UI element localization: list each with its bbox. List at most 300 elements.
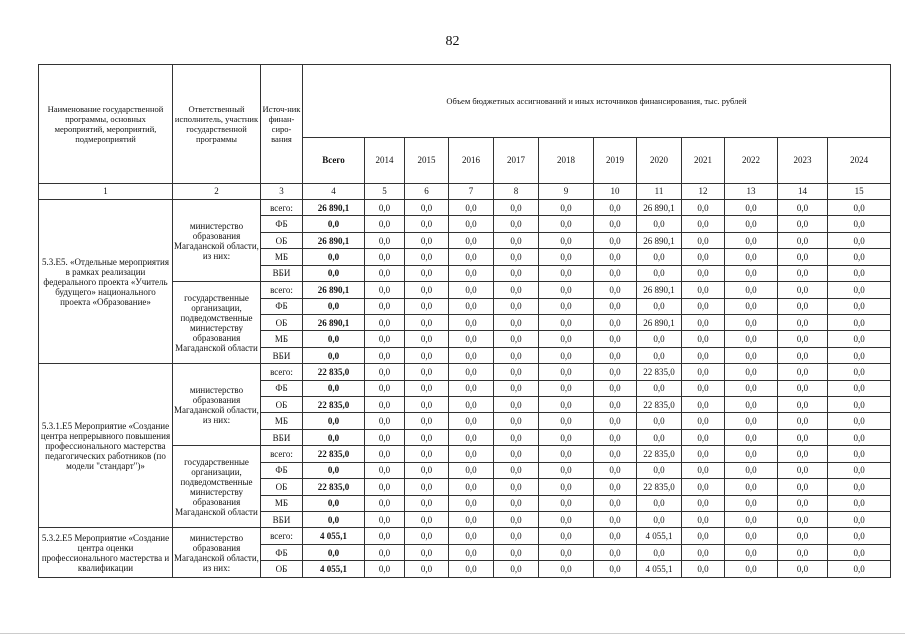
year-value-cell: 0,0 (365, 265, 405, 281)
total-cell: 0,0 (303, 544, 365, 560)
year-value-cell: 0,0 (725, 347, 778, 363)
header-executor: Ответственный исполнитель, участник государственной программы (173, 65, 261, 184)
source-cell: ОБ (261, 479, 303, 495)
year-value-cell: 0,0 (682, 216, 725, 232)
year-value-cell: 0,0 (405, 298, 449, 314)
year-value-cell: 0,0 (594, 331, 637, 347)
source-cell: ОБ (261, 232, 303, 248)
year-value-cell: 0,0 (449, 380, 494, 396)
header-source: Источ-ник финан-сиро-вания (261, 65, 303, 184)
year-value-cell: 0,0 (365, 462, 405, 478)
year-value-cell: 0,0 (449, 216, 494, 232)
total-cell: 0,0 (303, 298, 365, 314)
year-value-cell: 0,0 (682, 528, 725, 544)
year-value-cell: 0,0 (725, 479, 778, 495)
year-value-cell: 0,0 (494, 232, 539, 248)
page-edge-line (0, 633, 905, 634)
year-value-cell: 0,0 (725, 512, 778, 528)
year-value-cell: 0,0 (365, 512, 405, 528)
column-index: 10 (594, 183, 637, 199)
year-value-cell: 0,0 (594, 413, 637, 429)
year-value-cell: 0,0 (365, 249, 405, 265)
header-year: 2018 (539, 138, 594, 184)
column-index: 13 (725, 183, 778, 199)
year-value-cell: 0,0 (828, 413, 891, 429)
year-value-cell: 0,0 (778, 314, 828, 330)
year-value-cell: 0,0 (539, 364, 594, 380)
year-value-cell: 0,0 (682, 512, 725, 528)
year-value-cell: 0,0 (778, 446, 828, 462)
year-value-cell: 0,0 (539, 347, 594, 363)
header-year: 2024 (828, 138, 891, 184)
year-value-cell: 0,0 (725, 364, 778, 380)
year-value-cell: 0,0 (637, 380, 682, 396)
year-value-cell: 0,0 (494, 331, 539, 347)
year-value-cell: 0,0 (539, 462, 594, 478)
year-value-cell: 0,0 (365, 429, 405, 445)
year-value-cell: 0,0 (494, 544, 539, 560)
year-value-cell: 0,0 (828, 544, 891, 560)
table-row (39, 200, 891, 216)
page-number: 82 (445, 34, 460, 49)
year-value-cell: 0,0 (594, 364, 637, 380)
year-value-cell: 0,0 (494, 364, 539, 380)
year-value-cell: 0,0 (828, 249, 891, 265)
year-value-cell: 0,0 (365, 364, 405, 380)
year-value-cell: 0,0 (637, 265, 682, 281)
total-cell: 0,0 (303, 347, 365, 363)
year-value-cell: 0,0 (449, 544, 494, 560)
year-value-cell: 0,0 (449, 479, 494, 495)
year-value-cell: 0,0 (778, 561, 828, 578)
year-value-cell: 0,0 (725, 413, 778, 429)
year-value-cell: 26 890,1 (637, 200, 682, 216)
year-value-cell: 0,0 (637, 429, 682, 445)
year-value-cell: 0,0 (828, 216, 891, 232)
year-value-cell: 22 835,0 (637, 364, 682, 380)
year-value-cell: 0,0 (494, 462, 539, 478)
year-value-cell: 0,0 (637, 298, 682, 314)
year-value-cell: 26 890,1 (637, 314, 682, 330)
total-cell: 0,0 (303, 331, 365, 347)
column-index: 15 (828, 183, 891, 199)
year-value-cell: 22 835,0 (637, 479, 682, 495)
year-value-cell: 0,0 (828, 512, 891, 528)
year-value-cell: 0,0 (449, 249, 494, 265)
year-value-cell: 0,0 (594, 429, 637, 445)
year-value-cell: 0,0 (778, 265, 828, 281)
source-cell: ВБИ (261, 347, 303, 363)
year-value-cell: 0,0 (365, 446, 405, 462)
executor-name: министерство образования Магаданской области, из них: (173, 200, 261, 282)
total-cell: 26 890,1 (303, 282, 365, 298)
source-cell: всего: (261, 528, 303, 544)
header-year: 2019 (594, 138, 637, 184)
total-cell: 0,0 (303, 429, 365, 445)
year-value-cell: 0,0 (494, 249, 539, 265)
year-value-cell: 0,0 (405, 282, 449, 298)
year-value-cell: 26 890,1 (637, 282, 682, 298)
year-value-cell: 0,0 (637, 544, 682, 560)
year-value-cell: 0,0 (778, 331, 828, 347)
year-value-cell: 0,0 (594, 216, 637, 232)
executor-name: государственные организации, подведомственные министерству образования Магаданской области (173, 446, 261, 528)
year-value-cell: 0,0 (725, 397, 778, 413)
year-value-cell: 0,0 (682, 347, 725, 363)
year-value-cell: 0,0 (637, 216, 682, 232)
year-value-cell: 0,0 (594, 446, 637, 462)
year-value-cell: 0,0 (594, 495, 637, 511)
source-cell: всего: (261, 282, 303, 298)
source-cell: ФБ (261, 462, 303, 478)
header-year: 2014 (365, 138, 405, 184)
year-value-cell: 0,0 (539, 232, 594, 248)
year-value-cell: 0,0 (365, 347, 405, 363)
year-value-cell: 0,0 (449, 446, 494, 462)
year-value-cell: 0,0 (449, 200, 494, 216)
year-value-cell: 0,0 (594, 200, 637, 216)
year-value-cell: 0,0 (539, 544, 594, 560)
year-value-cell: 0,0 (405, 216, 449, 232)
year-value-cell: 0,0 (778, 298, 828, 314)
year-value-cell: 0,0 (725, 380, 778, 396)
year-value-cell: 0,0 (449, 282, 494, 298)
column-index: 9 (539, 183, 594, 199)
year-value-cell: 22 835,0 (637, 397, 682, 413)
total-cell: 0,0 (303, 265, 365, 281)
year-value-cell: 0,0 (365, 216, 405, 232)
year-value-cell: 0,0 (539, 282, 594, 298)
year-value-cell: 0,0 (405, 446, 449, 462)
total-cell: 0,0 (303, 512, 365, 528)
column-index: 4 (303, 183, 365, 199)
year-value-cell: 0,0 (828, 479, 891, 495)
year-value-cell: 0,0 (494, 561, 539, 578)
year-value-cell: 0,0 (778, 364, 828, 380)
year-value-cell: 0,0 (405, 200, 449, 216)
executor-name: государственные организации, подведомственные министерству образования Магаданской области (173, 282, 261, 364)
year-value-cell: 0,0 (594, 314, 637, 330)
source-cell: ФБ (261, 298, 303, 314)
year-value-cell: 0,0 (405, 512, 449, 528)
header-year: 2015 (405, 138, 449, 184)
year-value-cell: 0,0 (449, 512, 494, 528)
year-value-cell: 0,0 (725, 331, 778, 347)
year-value-cell: 0,0 (365, 413, 405, 429)
year-value-cell: 0,0 (778, 495, 828, 511)
year-value-cell: 0,0 (594, 249, 637, 265)
year-value-cell: 0,0 (778, 232, 828, 248)
column-index: 12 (682, 183, 725, 199)
year-value-cell: 0,0 (594, 512, 637, 528)
year-value-cell: 0,0 (539, 512, 594, 528)
year-value-cell: 0,0 (682, 413, 725, 429)
year-value-cell: 0,0 (828, 314, 891, 330)
year-value-cell: 0,0 (494, 200, 539, 216)
year-value-cell: 0,0 (449, 232, 494, 248)
year-value-cell: 0,0 (539, 429, 594, 445)
header-year: 2022 (725, 138, 778, 184)
header-year: 2020 (637, 138, 682, 184)
header-name: Наименование государственной программы, основных мероприятий, мероприятий, подмероприятий (39, 65, 173, 184)
year-value-cell: 0,0 (682, 397, 725, 413)
year-value-cell: 0,0 (778, 544, 828, 560)
year-value-cell: 0,0 (365, 331, 405, 347)
source-cell: МБ (261, 249, 303, 265)
year-value-cell: 0,0 (828, 265, 891, 281)
year-value-cell: 0,0 (449, 364, 494, 380)
year-value-cell: 0,0 (365, 397, 405, 413)
year-value-cell: 0,0 (828, 298, 891, 314)
year-value-cell: 0,0 (828, 364, 891, 380)
year-value-cell: 0,0 (539, 528, 594, 544)
year-value-cell: 0,0 (682, 495, 725, 511)
year-value-cell: 0,0 (778, 347, 828, 363)
year-value-cell: 0,0 (494, 216, 539, 232)
year-value-cell: 0,0 (594, 462, 637, 478)
year-value-cell: 0,0 (828, 495, 891, 511)
source-cell: всего: (261, 446, 303, 462)
year-value-cell: 0,0 (594, 347, 637, 363)
executor-name: министерство образования Магаданской области, из них: (173, 528, 261, 578)
column-index: 14 (778, 183, 828, 199)
year-value-cell: 0,0 (778, 380, 828, 396)
year-value-cell: 0,0 (594, 282, 637, 298)
column-index: 11 (637, 183, 682, 199)
source-cell: ОБ (261, 314, 303, 330)
source-cell: всего: (261, 364, 303, 380)
year-value-cell: 0,0 (449, 314, 494, 330)
year-value-cell: 4 055,1 (637, 561, 682, 578)
year-value-cell: 0,0 (405, 364, 449, 380)
year-value-cell: 0,0 (828, 561, 891, 578)
year-value-cell: 0,0 (637, 495, 682, 511)
total-cell: 4 055,1 (303, 528, 365, 544)
source-cell: МБ (261, 413, 303, 429)
year-value-cell: 0,0 (539, 561, 594, 578)
year-value-cell: 0,0 (594, 544, 637, 560)
year-value-cell: 0,0 (778, 462, 828, 478)
year-value-cell: 0,0 (539, 298, 594, 314)
header-year: 2016 (449, 138, 494, 184)
year-value-cell: 0,0 (637, 249, 682, 265)
total-cell: 26 890,1 (303, 232, 365, 248)
year-value-cell: 0,0 (778, 397, 828, 413)
total-cell: 0,0 (303, 413, 365, 429)
year-value-cell: 0,0 (682, 429, 725, 445)
year-value-cell: 0,0 (725, 265, 778, 281)
year-value-cell: 0,0 (494, 495, 539, 511)
year-value-cell: 0,0 (828, 397, 891, 413)
year-value-cell: 0,0 (594, 298, 637, 314)
source-cell: всего: (261, 200, 303, 216)
measure-name: 5.3.1.E5 Мероприятие «Создание центра непрерывного повышения профессионального мастерства педагогических работников (по модели "стандарт")» (39, 364, 173, 528)
year-value-cell: 0,0 (682, 331, 725, 347)
header-year: 2023 (778, 138, 828, 184)
year-value-cell: 0,0 (365, 544, 405, 560)
year-value-cell: 0,0 (365, 495, 405, 511)
year-value-cell: 0,0 (539, 216, 594, 232)
year-value-cell: 26 890,1 (637, 232, 682, 248)
year-value-cell: 0,0 (637, 347, 682, 363)
year-value-cell: 0,0 (449, 495, 494, 511)
year-value-cell: 0,0 (594, 479, 637, 495)
year-value-cell: 0,0 (778, 512, 828, 528)
year-value-cell: 0,0 (594, 561, 637, 578)
column-index: 7 (449, 183, 494, 199)
total-cell: 4 055,1 (303, 561, 365, 578)
year-value-cell: 0,0 (682, 265, 725, 281)
year-value-cell: 0,0 (494, 528, 539, 544)
source-cell: ВБИ (261, 429, 303, 445)
column-index: 1 (39, 183, 173, 199)
year-value-cell: 0,0 (405, 429, 449, 445)
year-value-cell: 0,0 (405, 347, 449, 363)
year-value-cell: 0,0 (449, 347, 494, 363)
year-value-cell: 0,0 (682, 282, 725, 298)
year-value-cell: 0,0 (449, 528, 494, 544)
year-value-cell: 0,0 (725, 232, 778, 248)
year-value-cell: 0,0 (682, 200, 725, 216)
year-value-cell: 0,0 (539, 397, 594, 413)
year-value-cell: 0,0 (365, 314, 405, 330)
year-value-cell: 0,0 (778, 200, 828, 216)
column-index: 8 (494, 183, 539, 199)
year-value-cell: 4 055,1 (637, 528, 682, 544)
year-value-cell: 0,0 (494, 380, 539, 396)
year-value-cell: 0,0 (449, 561, 494, 578)
year-value-cell: 0,0 (449, 331, 494, 347)
year-value-cell: 0,0 (725, 528, 778, 544)
year-value-cell: 0,0 (405, 462, 449, 478)
year-value-cell: 0,0 (494, 298, 539, 314)
year-value-cell: 0,0 (594, 232, 637, 248)
column-index: 6 (405, 183, 449, 199)
budget-table (38, 64, 891, 578)
source-cell: ВБИ (261, 265, 303, 281)
total-cell: 22 835,0 (303, 397, 365, 413)
year-value-cell: 0,0 (494, 265, 539, 281)
year-value-cell: 0,0 (637, 462, 682, 478)
executor-name: министерство образования Магаданской области, из них: (173, 364, 261, 446)
year-value-cell: 0,0 (449, 265, 494, 281)
year-value-cell: 0,0 (682, 446, 725, 462)
year-value-cell: 0,0 (682, 380, 725, 396)
year-value-cell: 0,0 (365, 561, 405, 578)
year-value-cell: 0,0 (725, 249, 778, 265)
year-value-cell: 0,0 (494, 429, 539, 445)
total-cell: 26 890,1 (303, 314, 365, 330)
column-index: 2 (173, 183, 261, 199)
year-value-cell: 0,0 (405, 249, 449, 265)
year-value-cell: 0,0 (494, 314, 539, 330)
year-value-cell: 0,0 (539, 446, 594, 462)
year-value-cell: 0,0 (594, 397, 637, 413)
year-value-cell: 0,0 (405, 397, 449, 413)
year-value-cell: 0,0 (778, 413, 828, 429)
source-cell: МБ (261, 495, 303, 511)
year-value-cell: 0,0 (828, 380, 891, 396)
header-year: 2021 (682, 138, 725, 184)
year-value-cell: 0,0 (494, 347, 539, 363)
table-row (39, 364, 891, 380)
total-cell: 0,0 (303, 249, 365, 265)
total-cell: 0,0 (303, 380, 365, 396)
header-total: Всего (303, 138, 365, 184)
total-cell: 22 835,0 (303, 364, 365, 380)
year-value-cell: 0,0 (828, 200, 891, 216)
year-value-cell: 0,0 (725, 200, 778, 216)
measure-name: 5.3.2.E5 Мероприятие «Создание центра оценки профессионального мастерства и квалификации (39, 528, 173, 578)
source-cell: ФБ (261, 544, 303, 560)
measure-name: 5.3.E5. «Отдельные мероприятия в рамках реализации федерального проекта «Учитель будущего» национального проекта «Образование» (39, 200, 173, 364)
source-cell: ОБ (261, 397, 303, 413)
year-value-cell: 0,0 (449, 413, 494, 429)
year-value-cell: 0,0 (365, 479, 405, 495)
year-value-cell: 0,0 (682, 544, 725, 560)
year-value-cell: 0,0 (405, 232, 449, 248)
year-value-cell: 0,0 (594, 265, 637, 281)
year-value-cell: 0,0 (682, 249, 725, 265)
total-cell: 22 835,0 (303, 479, 365, 495)
year-value-cell: 0,0 (828, 429, 891, 445)
year-value-cell: 0,0 (725, 495, 778, 511)
year-value-cell: 0,0 (539, 479, 594, 495)
year-value-cell: 0,0 (405, 544, 449, 560)
year-value-cell: 0,0 (778, 249, 828, 265)
year-value-cell: 0,0 (405, 413, 449, 429)
year-value-cell: 0,0 (365, 282, 405, 298)
header-year: 2017 (494, 138, 539, 184)
year-value-cell: 0,0 (405, 479, 449, 495)
source-cell: ФБ (261, 380, 303, 396)
year-value-cell: 0,0 (539, 314, 594, 330)
total-cell: 26 890,1 (303, 200, 365, 216)
year-value-cell: 0,0 (405, 495, 449, 511)
year-value-cell: 0,0 (682, 314, 725, 330)
year-value-cell: 0,0 (778, 216, 828, 232)
year-value-cell: 0,0 (725, 446, 778, 462)
year-value-cell: 0,0 (405, 380, 449, 396)
year-value-cell: 0,0 (365, 232, 405, 248)
total-cell: 0,0 (303, 216, 365, 232)
year-value-cell: 0,0 (778, 528, 828, 544)
year-value-cell: 0,0 (365, 200, 405, 216)
total-cell: 0,0 (303, 495, 365, 511)
source-cell: МБ (261, 331, 303, 347)
year-value-cell: 0,0 (778, 479, 828, 495)
year-value-cell: 0,0 (725, 544, 778, 560)
year-value-cell: 0,0 (449, 429, 494, 445)
year-value-cell: 0,0 (405, 561, 449, 578)
year-value-cell: 0,0 (725, 216, 778, 232)
year-value-cell: 0,0 (725, 282, 778, 298)
column-index: 5 (365, 183, 405, 199)
year-value-cell: 0,0 (828, 347, 891, 363)
year-value-cell: 0,0 (449, 462, 494, 478)
source-cell: ВБИ (261, 512, 303, 528)
year-value-cell: 0,0 (539, 413, 594, 429)
year-value-cell: 0,0 (682, 298, 725, 314)
year-value-cell: 0,0 (682, 561, 725, 578)
total-cell: 22 835,0 (303, 446, 365, 462)
year-value-cell: 0,0 (539, 380, 594, 396)
year-value-cell: 0,0 (828, 446, 891, 462)
year-value-cell: 0,0 (828, 528, 891, 544)
year-value-cell: 0,0 (637, 512, 682, 528)
year-value-cell: 0,0 (539, 331, 594, 347)
year-value-cell: 0,0 (778, 429, 828, 445)
